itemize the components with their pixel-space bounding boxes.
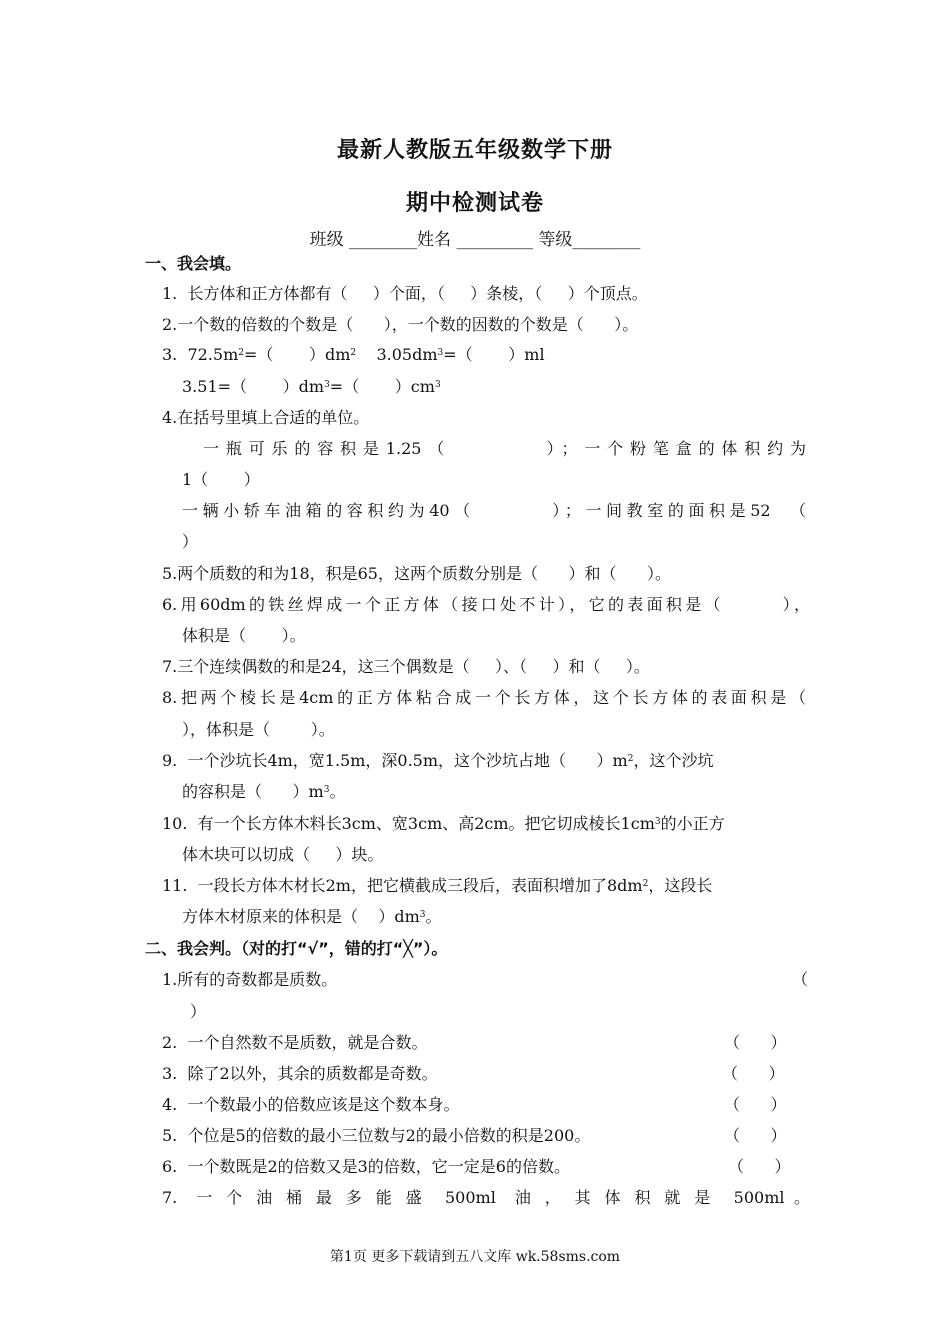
q11-line [162, 876, 712, 896]
q11-line2-part-b: 。 [425, 907, 442, 926]
superscript-3: 3 [434, 380, 441, 390]
q9-line2 [182, 782, 345, 802]
exam-subtitle: 期中检测试卷 [405, 191, 544, 216]
superscript-3: 3 [419, 910, 426, 920]
superscript-3: 3 [437, 348, 444, 358]
q6-line: 6.用60dm的铁丝焊成一个正方体（接口处不计），它的表面积是（ ）， [162, 595, 810, 614]
q5-line: 5.两个质数的和为18，积是65，这两个质数分别是（ ）和（ ）。 [162, 564, 672, 583]
judge-item-3-blank: （ ） [722, 1064, 785, 1083]
superscript-2: 2 [350, 348, 357, 358]
q9-line2-part-a: 的容积是（ ）m [182, 782, 324, 801]
judge-item-4-blank: （ ） [724, 1095, 787, 1114]
judge-item-3: 3. 除了2以外，其余的质数都是奇数。 [162, 1064, 438, 1083]
q1-line: 1. 长方体和正方体都有（ ）个面，（ ）条棱，（ ）个顶点。 [162, 284, 648, 303]
q8-line2: ），体积是（ ）。 [182, 720, 335, 739]
q9-part-b: ，这个沙坑 [633, 751, 714, 770]
q4-sub2: 一辆小轿车油箱的容积约为40（ ）；一间教室的面积是52 （ [182, 501, 806, 520]
q9-line2-part-b: 。 [329, 782, 346, 801]
q11-line2 [182, 907, 442, 927]
page-footer: 第1页 更多下载请到五八文库 wk.58sms.com [329, 1249, 621, 1265]
judge-item-4: 4. 一个数最小的倍数应该是这个数本身。 [162, 1095, 460, 1114]
judge-item-5: 5. 个位是5的倍数的最小三位数与2的最小倍数的积是200。 [162, 1126, 591, 1145]
q10-line2: 体木块可以切成（ ）块。 [182, 845, 384, 864]
judge-item-1: 1.所有的奇数都是质数。 [162, 970, 338, 989]
judge-item-6: 6. 一个数既是2的倍数又是3的倍数，它一定是6的倍数。 [162, 1157, 570, 1176]
q2-line: 2.一个数的倍数的个数是（ ），一个数的因数的个数是（ ）。 [162, 315, 639, 334]
judge-item-5-blank: （ ） [724, 1126, 787, 1145]
superscript-3: 3 [654, 817, 661, 827]
superscript-2: 2 [238, 348, 244, 358]
q7-line: 7.三个连续偶数的和是24，这三个偶数是（ ）、（ ）和（ ）。 [162, 657, 650, 676]
q4-sub1: 一瓶可乐的容积是1.25（ ）；一个粉笔盒的体积约为 [203, 439, 806, 458]
exam-title: 最新人教版五年级数学下册 [336, 138, 613, 163]
q6-line2: 体积是（ ）。 [182, 626, 306, 645]
q11-part-b: ，这段长 [648, 876, 713, 895]
q8-line: 8.把两个棱长是4cm的正方体粘合成一个长方体，这个长方体的表面积是（ [162, 688, 806, 707]
q3-part-c: 3.05dm [356, 345, 438, 364]
q4-line: 4.在括号里填上合适的单位。 [162, 408, 370, 427]
q9-part-a: 9. 一个沙坑长4m，宽1.5m，深0.5m，这个沙坑占地（ ）m [162, 751, 628, 770]
judge-item-2-blank: （ ） [724, 1033, 787, 1052]
q10-part-b: 的小正方 [660, 814, 725, 833]
q10-line [162, 814, 725, 834]
q3-line2-part-b: =（ ）cm [329, 377, 435, 396]
judge-item-1-paren-close: ） [190, 1002, 207, 1021]
judge-item-6-blank: （ ） [728, 1157, 791, 1176]
q3-line2 [182, 377, 441, 397]
section1-heading: 一、我会填。 [145, 254, 242, 273]
superscript-2: 2 [627, 754, 634, 764]
judge-item-2: 2. 一个自然数不是质数，就是合数。 [162, 1033, 428, 1052]
student-info-line: 班级 ________姓名 _________ 等级________ [309, 230, 641, 250]
superscript-3: 3 [324, 380, 330, 390]
q4-sub1-cont: 1（ ） [182, 470, 260, 489]
q9-line [162, 751, 713, 771]
q3-part-a: 3. 72.5m [162, 345, 239, 364]
q3-line2-part-a: 3.51=（ ）dm [182, 377, 325, 396]
q10-part-a: 10. 有一个长方体木料长3cm、宽3cm、高2cm。把它切成棱长1cm [162, 814, 655, 833]
superscript-3: 3 [323, 785, 330, 795]
q11-part-a: 11. 一段长方体木材长2m，把它横截成三段后，表面积增加了8dm [162, 876, 643, 895]
q11-line2-part-a: 方体木材原来的体积是（ ）dm [182, 907, 420, 926]
q4-sub2-cont: ） [182, 532, 199, 551]
q3-line [162, 345, 545, 365]
q3-part-d: =（ ）ml [443, 345, 545, 364]
q3-part-b: =（ ）dm [243, 345, 351, 364]
judge-item-1-paren-open: （ [792, 970, 809, 989]
section2-heading: 二、我会判。（对的打“√”，错的打“╳”）。 [145, 939, 448, 958]
judge-item-7: 7. 一 个 油 桶 最 多 能 盛 500ml 油 ， 其 体 积 就 是 500ml 。 [162, 1188, 810, 1207]
superscript-2: 2 [642, 879, 649, 889]
